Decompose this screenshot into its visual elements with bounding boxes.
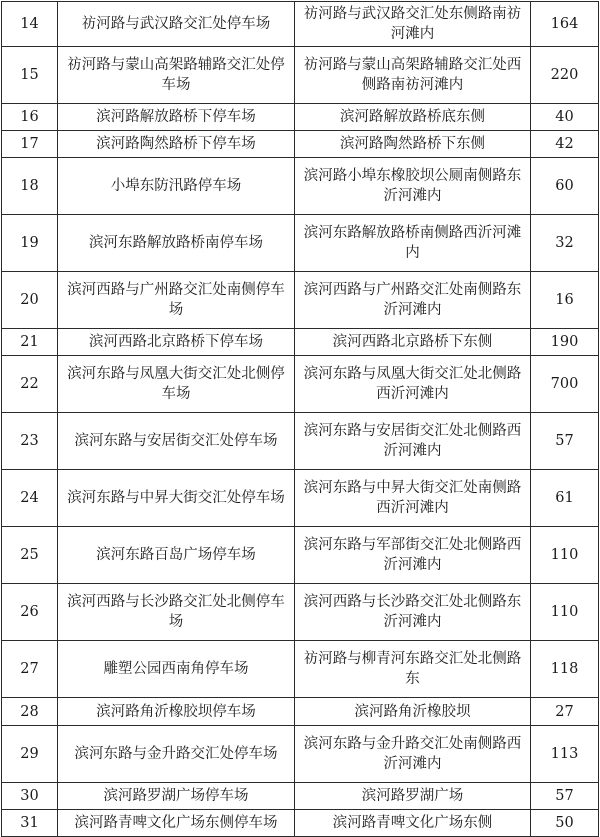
parking-lot-name: 滨河东路与金升路交汇处停车场 [58,726,295,783]
parking-lot-location: 滨河东路与军部街交汇处北侧路西沂河滩内 [295,527,531,584]
table-row [2,641,599,698]
parking-lot-name: 雕塑公园西南角停车场 [58,641,295,698]
row-number: 18 [2,158,58,215]
row-number: 22 [2,356,58,413]
parking-lot-location: 滨河路罗湖广场 [295,783,531,810]
parking-space-count: 61 [531,470,599,527]
row-number: 24 [2,470,58,527]
parking-lot-location: 滨河东路解放路桥南侧路西沂河滩内 [295,215,531,272]
row-number: 23 [2,413,58,470]
row-number: 20 [2,272,58,329]
parking-space-count: 190 [531,329,599,356]
parking-lot-name: 滨河东路解放路桥南停车场 [58,215,295,272]
row-number: 31 [2,810,58,837]
parking-lot-location: 滨河东路与安居街交汇处北侧路西沂河滩内 [295,413,531,470]
row-number: 16 [2,104,58,131]
table-row [2,131,599,158]
table-row [2,413,599,470]
row-number: 27 [2,641,58,698]
table-row [2,810,599,837]
parking-lot-location: 祊河路与武汉路交汇处东侧路南祊河滩内 [295,2,531,47]
parking-space-count: 700 [531,356,599,413]
row-number: 30 [2,783,58,810]
table-row [2,158,599,215]
parking-lot-name: 滨河路解放路桥下停车场 [58,104,295,131]
parking-lot-name: 滨河西路与广州路交汇处南侧停车场 [58,272,295,329]
parking-lot-name: 滨河路陶然路桥下停车场 [58,131,295,158]
table-row [2,329,599,356]
row-number: 21 [2,329,58,356]
parking-space-count: 110 [531,527,599,584]
table-row [2,584,599,641]
parking-lot-location: 滨河东路与中昇大街交汇处南侧路西沂河滩内 [295,470,531,527]
parking-lot-name: 滨河西路北京路桥下停车场 [58,329,295,356]
row-number: 15 [2,47,58,104]
table-row [2,356,599,413]
parking-space-count: 60 [531,158,599,215]
parking-lot-location: 滨河路角沂橡胶坝 [295,698,531,726]
parking-space-count: 113 [531,726,599,783]
parking-space-count: 40 [531,104,599,131]
parking-lot-name: 滨河路青啤文化广场东侧停车场 [58,810,295,837]
parking-space-count: 50 [531,810,599,837]
parking-lot-name: 滨河东路与中昇大街交汇处停车场 [58,470,295,527]
parking-lot-location: 滨河路小埠东橡胶坝公厕南侧路东沂河滩内 [295,158,531,215]
parking-space-count: 57 [531,783,599,810]
parking-lot-location: 滨河西路北京路桥下东侧 [295,329,531,356]
parking-lot-name: 滨河路罗湖广场停车场 [58,783,295,810]
parking-lot-location: 祊河路与蒙山高架路辅路交汇处西侧路南祊河滩内 [295,47,531,104]
parking-space-count: 220 [531,47,599,104]
parking-lot-name: 小埠东防汛路停车场 [58,158,295,215]
parking-space-count: 164 [531,2,599,47]
row-number: 29 [2,726,58,783]
parking-space-count: 32 [531,215,599,272]
row-number: 26 [2,584,58,641]
table-row [2,104,599,131]
row-number: 14 [2,2,58,47]
parking-lot-table-body [2,2,599,837]
parking-lot-location: 滨河路解放路桥底东侧 [295,104,531,131]
parking-lot-location: 滨河西路与广州路交汇处南侧路东沂河滩内 [295,272,531,329]
table-row [2,2,599,47]
parking-space-count: 16 [531,272,599,329]
row-number: 19 [2,215,58,272]
table-row [2,470,599,527]
parking-lot-name: 滨河东路与安居街交汇处停车场 [58,413,295,470]
parking-space-count: 110 [531,584,599,641]
row-number: 25 [2,527,58,584]
table-row [2,783,599,810]
parking-space-count: 57 [531,413,599,470]
row-number: 17 [2,131,58,158]
parking-lot-name: 祊河路与蒙山高架路辅路交汇处停车场 [58,47,295,104]
table-row [2,527,599,584]
parking-space-count: 27 [531,698,599,726]
parking-lot-name: 滨河东路百岛广场停车场 [58,527,295,584]
table-row [2,215,599,272]
parking-lot-location: 滨河路陶然路桥下东侧 [295,131,531,158]
parking-lot-name: 滨河路角沂橡胶坝停车场 [58,698,295,726]
parking-lot-location: 滨河路青啤文化广场东侧 [295,810,531,837]
table-row [2,726,599,783]
parking-space-count: 118 [531,641,599,698]
parking-lot-name: 祊河路与武汉路交汇处停车场 [58,2,295,47]
table-row [2,272,599,329]
parking-lot-location: 祊河路与柳青河东路交汇处北侧路东 [295,641,531,698]
parking-lot-name: 滨河东路与凤凰大街交汇处北侧停车场 [58,356,295,413]
parking-lot-table [1,1,599,837]
row-number: 28 [2,698,58,726]
parking-lot-location: 滨河东路与金升路交汇处南侧路西沂河滩内 [295,726,531,783]
parking-lot-name: 滨河西路与长沙路交汇处北侧停车场 [58,584,295,641]
parking-lot-location: 滨河西路与长沙路交汇处北侧路东沂河滩内 [295,584,531,641]
table-row [2,47,599,104]
parking-lot-location: 滨河东路与凤凰大街交汇处北侧路西沂河滩内 [295,356,531,413]
parking-space-count: 42 [531,131,599,158]
table-row [2,698,599,726]
